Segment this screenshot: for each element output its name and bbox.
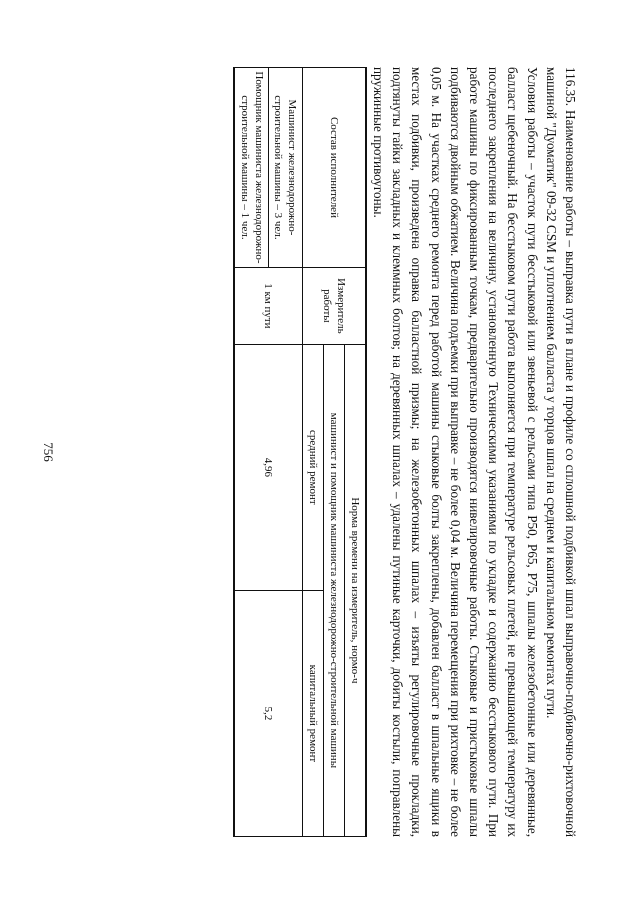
value-mid-repair: 4,96 <box>234 344 303 590</box>
header-unit: Измеритель работы <box>302 267 366 344</box>
staff-cell <box>234 68 303 268</box>
page-number: 756 <box>41 442 56 462</box>
value-cap-repair: 5,2 <box>234 590 303 836</box>
header-crew <box>323 344 344 836</box>
header-cap-repair: капитальный ремонт <box>302 590 323 836</box>
rotated-page-content <box>60 67 580 837</box>
table-row <box>234 68 303 837</box>
staff-machinist: Машинист железнодорожно-строительной машины – 3 чел. <box>271 95 298 240</box>
section-heading: 116.35. Наименование работы – выправка пути в плане и профиле со сплошной подбивкой шпал выправочно-подбивочно-рихтовочной машиной "Дуоматик" 09-32 CSM и уплотнением балласта у торцов шпал на среднем и капитальном ремонтах пути. <box>543 67 578 837</box>
work-conditions: Условия работы – участок пути бесстыковой или звеньевой с рельсами типа Р50, Р65, Р75, шпалы железобетонные или деревянные, балласт щебеночный. На бесстыковом пути работа выполняется при температуре рельсовых плетей, не превышающей температуру их последнего закрепления на величину, установленную Техническими указаниями по укладке и содержанию бесстыкового пути. При работе машины по фиксированным точкам, предварительно производятся нивелировочные работы. Стыковые и пристыковые шпалы подбиваются двойным обжатием. Величина подъемки при выправке – не более 0,04 м. Величина перемещения при рихтовке – не более 0,05 м. На участках среднего ремонта перед работой машины стыковые болты закреплены, добавлен балласт в шпальные ящики в местах подбивки, произведена оправка балластной призмы; на железобетонных шпалах – изъяты регулировочные прокладки, подтянуты гайки закладных и клеммных болтов; на деревянных шпалах – удалены путиные карточки, добиты костыли, поправлены пружинные противоугоны. <box>370 67 540 837</box>
header-mid-repair: средний ремонт <box>302 344 323 590</box>
header-staff: Состав исполнителей <box>302 68 366 268</box>
norm-table <box>233 67 367 837</box>
unit-cell: 1 км пути <box>234 267 303 344</box>
header-crew-text: машинист и помощник машиниста железнодорожно-строительной машины <box>327 412 340 769</box>
header-norm: Норма времени на измеритель, нормо-ч <box>344 344 366 836</box>
table-header-row-1 <box>344 68 366 837</box>
staff-assistant: Помощник машиниста железнодорожно-строительной машины – 1 чел. <box>238 68 269 267</box>
text-block <box>369 67 580 837</box>
